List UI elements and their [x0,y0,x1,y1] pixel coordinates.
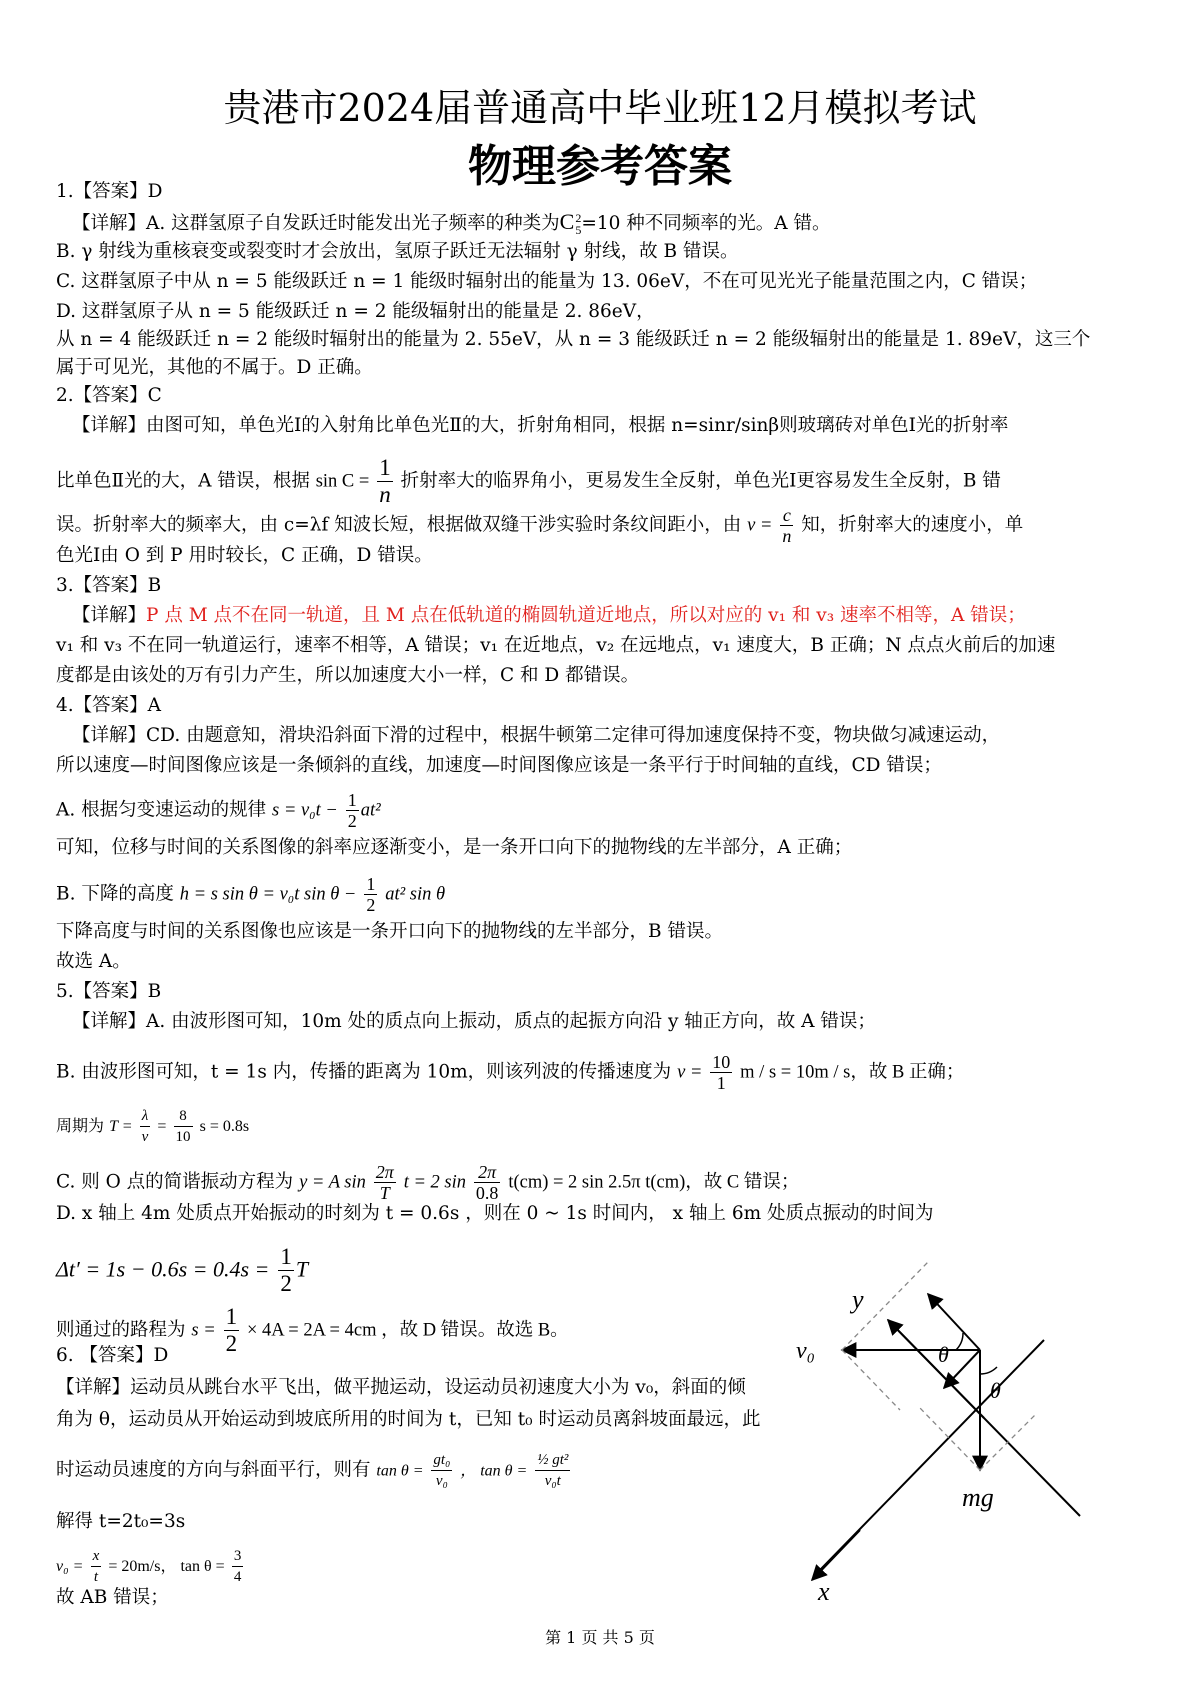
vibration-eq-2: t = 2 sin [403,1172,467,1193]
y-label: y [852,1285,864,1314]
q2-detail-3-end: 知，折射率大的速度小，单 [801,514,1024,536]
q6-detail-2: 角为 θ，运动员从开始运动到坡底所用的时间为 t，已知 t₀ 时运动员离斜坡面最远，此 [56,1409,761,1430]
q1-detail-c: C. 这群氢原子中从 n = 5 能级跃迁 n = 1 能级时辐射出的能量为 13. 06eV，不在可见光光子能量范围之内，C 错误； [56,271,1038,292]
fraction: $\frac{1}{2}$ [280,1244,292,1296]
q4-detail-6: 下降高度与时间的关系图像也应该是一条开口向下的抛物线的左半部分，B 错误。 [56,921,723,942]
fraction: $\frac{2\pi}{T}$ [375,1162,394,1203]
q4-detail-2: 所以速度—时间图像应该是一条倾斜的直线，加速度—时间图像应该是一条平行于时间轴的直线，CD 错误； [56,755,942,776]
q4-detail-4: 可知，位移与时间的关系图像的斜率应逐渐变小，是一条开口向下的抛物线的左半部分，A 正确； [56,837,853,858]
theta-label-2: θ [990,1378,1001,1403]
v0-label: v₀ [796,1338,815,1364]
q4-detail-3 [56,790,381,831]
period-eq-end: s = 0.8s [199,1118,250,1135]
q5-detail-4 [56,1162,799,1203]
displacement-eq-end: at² [360,800,381,821]
q6-answer: 6. 【答案】D [56,1345,169,1366]
combination-symbol [559,209,582,237]
q5-detail-3-text: 周期为 [56,1116,105,1135]
theta-label-1: θ [938,1342,949,1367]
q2-detail-4: 色光Ⅰ由 O 到 P 用时较长，C 正确，D 错误。 [56,545,433,566]
component-arrow [944,1350,980,1388]
q4-detail-5-text: B. 下降的高度 [56,883,174,905]
q1-detail-d: D. 这群氢原子从 n = 5 能级跃迁 n = 2 能级辐射出的能量是 2. 86eV， [56,301,655,322]
dashed-line [842,1350,900,1410]
tan-eq-1: tan θ = [376,1462,424,1480]
path-eq: s = [191,1320,216,1341]
fraction: $\frac{c}{n}$ [782,505,792,546]
mg-label: mg [962,1483,994,1512]
fraction: $\frac{10}{1}$ [712,1052,731,1093]
q4-answer: 4.【答案】A [56,695,162,716]
fraction: $\frac{1}{2}$ [366,874,376,915]
x-axis-arrow [812,1530,860,1580]
fraction: $\frac{8}{10}$ [175,1108,191,1145]
page-footer: 第 1 页 共 5 页 [545,1628,655,1647]
combination-sup: 2 [575,210,582,225]
q3-highlighted-text: P 点 M 点不在同一轨道，且 M 点在低轨道的椭圆轨道近地点，所以对应的 v₁ 和 v₃ 速率不相等，A 错误； [146,605,1026,626]
q6-detail-3-text: 时运动员速度的方向与斜面平行，则有 [56,1459,371,1481]
q2-detail-1: 【详解】由图可知，单色光Ⅰ的入射角比单色光Ⅱ的大，折射角相同，根据 n=sinr/sinβ则玻璃砖对单色Ⅰ光的折射率 [72,415,1009,436]
q3-answer: 3.【答案】B [56,575,162,596]
fraction: $\frac{\lambda}{v}$ [141,1108,149,1145]
v0-eq: v₀ = [56,1558,84,1575]
q6-detail-3 [56,1450,572,1491]
q6-detail-5 [56,1546,245,1587]
fraction: $\frac{x}{t}$ [92,1548,100,1585]
q5-detail-6 [56,1244,308,1297]
tan-eq-2: ， tan θ = [460,1462,528,1480]
critical-angle-eq: sin C = [315,471,370,492]
x-label: x [818,1577,830,1606]
q1-answer: 1.【答案】D [56,181,163,202]
q3-detail-label: 【详解】 [72,605,147,626]
q2-answer: 2.【答案】C [56,385,162,406]
displacement-eq: s = v₀t − [272,800,338,821]
q3-detail-2: v₁ 和 v₃ 不在同一轨道运行，速率不相等，A 错误；v₁ 在近地点，v₂ 在远地点，v₁ 速度大，B 正确；N 点点火前后的加速 [56,635,1056,656]
fraction: $\frac{1}{2}$ [347,790,357,831]
wave-speed-eq-end: m / s = 10m / s，故 B 正确； [740,1062,965,1083]
q2-detail-2-end: 折射率大的临界角小，更易发生全反射，单色光Ⅰ更容易发生全反射，B 错 [400,470,1001,492]
time-eq-end: T [295,1256,309,1282]
combination-sub: 5 [575,222,582,237]
fraction: $\frac{3}{4}$ [233,1548,242,1585]
q5-detail-5: D. x 轴上 4m 处质点开始振动的时刻为 t = 0.6s ，则在 0 ~ 1s 时间内， x 轴上 6m 处质点振动的时间为 [56,1203,934,1224]
fraction: $\frac{2\pi}{0.8}$ [475,1162,499,1203]
q1-detail-a-text: 【详解】A. 这群氢原子自发跃迁时能发出光子频率的种类为 [72,213,560,234]
q5-detail-4-text: C. 则 O 点的简谐振动方程为 [56,1171,294,1193]
q4-detail-1: 【详解】CD. 由题意知，滑块沿斜面下滑的过程中，根据牛顿第二定律可得加速度保持不变，物块做匀减速运动， [72,725,1001,746]
q1-detail-d2: 从 n = 4 能级跃迁 n = 2 能级时辐射出的能量为 2. 55eV，从 n = 3 能级跃迁 n = 2 能级辐射出的能量是 1. 89eV，这三个 [56,329,1091,350]
angle-arc-1 [956,1333,963,1350]
q5-detail-3 [56,1106,249,1147]
q3-detail-3: 度都是由该处的万有引力产生，所以加速度大小一样，C 和 D 都错误。 [56,665,640,686]
q2-detail-2 [56,455,1001,508]
fraction: $\frac{\text{gt₀}}{\text{v₀}}$ [433,1452,451,1489]
q1-detail-a-end: =10 种不同频率的光。A 错。 [581,213,831,234]
q1-detail-b: B. γ 射线为重核衰变或裂变时才会放出，氢原子跃迁无法辐射 γ 射线，故 B 错误。 [56,241,739,262]
speed-eq: v = [747,515,773,536]
q4-detail-5 [56,874,445,915]
q6-detail-1: 【详解】运动员从跳台水平飞出，做平抛运动，设运动员初速度大小为 v₀，斜面的倾 [56,1377,746,1398]
wave-speed-eq: v = [677,1062,703,1083]
q4-detail-7: 故选 A。 [56,951,131,972]
equals-sign: = [157,1118,167,1135]
document-title: 物理参考答案 [468,141,732,192]
vibration-eq-1: y = A sin [299,1172,366,1193]
exam-title: 贵港市2024届普通高中毕业班12月模拟考试 [223,86,977,130]
q6-detail-6: 故 AB 错误； [56,1587,169,1608]
force-diagram [796,1285,1180,1620]
q5-detail-2 [56,1052,964,1093]
path-eq-end: × 4A = 2A = 4cm ，故 D 错误。故选 B。 [247,1320,569,1341]
q5-detail-7-text: 则通过的路程为 [56,1319,186,1341]
dashed-line [920,1408,980,1470]
combination-letter: C [559,209,575,234]
q5-detail-1: 【详解】A. 由波形图可知，10m 处的质点向上振动，质点的起振方向沿 y 轴正方向，故 A 错误； [72,1011,876,1032]
q2-detail-2-text: 比单色Ⅱ光的大，A 错误，根据 [56,470,310,492]
q3-detail-1 [72,600,1026,632]
fraction: $\frac{\text{½ gt²}}{\text{v₀t}}$ [537,1452,569,1489]
q1-detail-d3: 属于可见光，其他的不属于。D 正确。 [56,357,373,378]
q5-detail-2-text: B. 由波形图可知，t = 1s 内，传播的距离为 10m，则该列波的传播速度为 [56,1061,672,1083]
fraction: $\frac{1}{2}$ [225,1304,238,1356]
height-eq: h = s sin θ = v₀t sin θ − [179,884,357,905]
period-eq: T = [109,1118,133,1135]
fraction: $\frac{1}{n}$ [379,455,391,507]
q5-answer: 5.【答案】B [56,981,162,1002]
angle-arc-2 [980,1367,997,1374]
q1-detail-a [72,206,830,240]
q6-detail-4: 解得 t=2t₀=3s [56,1511,186,1532]
time-eq: Δt′ = 1s − 0.6s = 0.4s = [56,1256,270,1282]
vibration-eq-3: t(cm) = 2 sin 2.5π t(cm)，故 C 错误； [508,1172,800,1193]
component-arrow-y [928,1294,980,1350]
q4-detail-3-text: A. 根据匀变速运动的规律 [56,799,267,821]
q2-detail-3-text: 误。折射率大的频率大，由 c=λf 知波长短，根据做双缝干涉实验时条纹间距小，由 [56,514,742,536]
y-axis-arrow [888,1320,984,1418]
v0-eq-end: = 20m/s， tan θ = [108,1558,225,1575]
height-eq-end: at² sin θ [385,884,446,905]
